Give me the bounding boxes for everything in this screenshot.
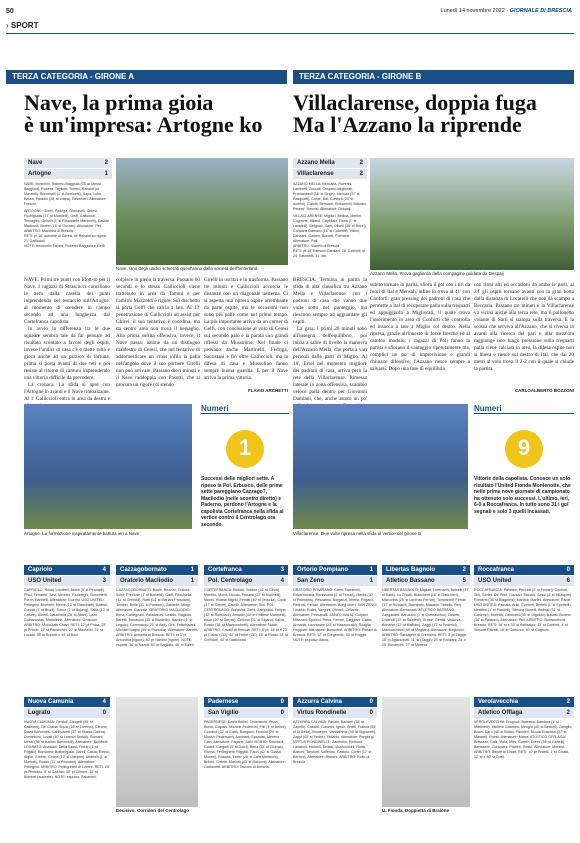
match-details: LIBERTAS BAGNOLO: Migliari, Lorenzelli, Betselli (37' st Salis), Lo Chiutti, Bianchetti (18' st Gaschieri), Marcolina (25' st Lorenzo Ferrari), Tomarzotti, Ferrari (37' st Ricciardi, Bachinelli, Massimi, Tanello, Rei). Allenatore: Bernanatti. ATLETICO BASSANO: Zangardini, Baruzzini (1' st Cremaschio), Casetti, Chiarioli (10' st Saleletti), Grassi, Gentili, Vadorva, Bonanni (12' st Raffoini), Zaggi (17' st Federici), Mancarchioni (46' st Moglian). Allenatore: Regiosini. ARBITRO: Santagrini di Cremona. RETI: 3' pt Zagga, 18' pt Agazzolotti, 11' st (Zaggi); 24' st Ranzani, 25' e 25' Bonancini; 27' st Manera. <box>382 588 470 647</box>
photo-caption-villaclarense: Villaclarense. Due volte ripresa nella sfida al vertice del girone B <box>293 531 421 536</box>
score-away-right: Villaclarense 2 <box>293 169 367 179</box>
match-away: USO United 6 <box>474 576 574 586</box>
match-home: Cortefranca 3 <box>204 565 288 575</box>
article-left-col2: colpisce in pieno la traversa. Passano 60 secondi e lo stesso Galliccioli viene trattenuto in area da Tammi e per l'arbitro Mazzoldi è rigore. Sul dischetto si porta Gelfi che calcia a lato. Al 13' penetrazione di Galliccioli ad assist per Ghirei: il suo tentativo è coordina, ma da centro area non trova il bersaglio. Alla prima sortita offensiva, invece, il Nave passa: azione da un distinguo maldestro di Ceresi, che nel tentativo di addomesticare un cross infila la palla nell'angolo dove il suo portiere Girelli non può arrivare. Passano dieci minuti e il Nave raddoppia con Pasotti, che si procura un rigore (di stendo <box>116 277 200 388</box>
article-left-p3: La cronaca. La sfida si apre con l'Artogne in avanti e il Nave rimbalzante. Al 1' Galliccioli entra in area da destra e <box>24 382 110 402</box>
numeri-box-9 <box>474 404 574 554</box>
match-box-cazzago <box>116 565 198 680</box>
match-details: CAPRIOLO: Rossi, Locatelli, Astori (9' st Pennielli), Pisci, Ferrante, Sevi, Verzeni, Redeleghi, Bonometti, Porrin Marinelli. Allenatore: Guerini. USO UNITED: Pellegrini, Storbelli, Mervit (13' st Gaucinelli), Belleni, Curcidi (1' st Brodi), Zucca (1' st Bojang), Saltà (13' st Cafure), Alberti, Nauchella (26' st Albini), Lazo Guinanoviac, Mariolinne. Allenatore: Orosconi. ARBITRO: Moccolatti Chiari. RETI: 12' pt Phica, 25' pt Priorin, 15' st Pansechin, 22' st Mansello, 31' st Locatti, 38' st Bonetti e 44' st Bovi. <box>24 588 110 637</box>
article-left-col1 <box>24 277 110 402</box>
referee-text: ARBITRO: Mazzoldi di Brescia. <box>24 229 74 233</box>
caption-corridori: Decisivo. Corridori del Centrolago <box>116 808 190 813</box>
section-title: SPORT <box>10 21 39 30</box>
match-box-padernese <box>204 697 288 828</box>
match-home: Ortorio Pompiano 1 <box>293 565 377 575</box>
player-photo-corridori <box>116 697 198 807</box>
headline-right-line1: Villaclarense, doppia fuga <box>293 90 537 115</box>
match-away: San Zeno 1 <box>293 576 377 586</box>
team-photo-nave <box>116 158 288 265</box>
match-box-bagnolo <box>382 565 470 680</box>
photo-caption-nave: Nave. Uno degli undici schierati quest'anno dalla società dell'hinterland <box>116 266 258 271</box>
match-home: Azzurra Calvina 0 <box>293 697 377 707</box>
section-mark-icon: › <box>6 21 9 30</box>
goals-text-right: RETI: pt 18' Sansoni Damiani, 26' Conforti; st 24' Sarzinelli, 31' Ital. <box>293 249 366 258</box>
match-away: USO United 3 <box>24 576 110 586</box>
match-box-roccafranca <box>474 565 574 680</box>
article-right-p2: La gara. I primi 20 minuti sono all'insegna dell'equilibrio, poi inizia a salire di livello la manovra dell'Azzano Mella, che porta a vari pericoli dalle parti di Miglio. Al 16', Ersel nel momento migliore dei padroni di casa, arriva però la rete della Villaclarense. Rimessa laterale in zona offensiva, scambio veloce palla dentro per Giovanni Damiani, che, anche astuto un po' <box>293 326 367 402</box>
headline-right-line2: Ma l'Azzano la riprende <box>293 112 522 137</box>
numeri-box-1 <box>201 404 289 554</box>
headline-left-line1: Nave, la prima gioia <box>24 90 214 115</box>
page-header <box>0 8 580 20</box>
score-away: Artogne 1 <box>24 169 112 179</box>
header-date: Lunedì 14 novembre 2022 <box>440 8 505 14</box>
caption-fionda: U. Fionda. Doppietta di Braione <box>382 808 450 813</box>
band-girone-a: TERZA CATEGORIA - GIRONE A <box>6 70 287 84</box>
match-away: Atletico Bassano 5 <box>382 576 470 586</box>
match-details: VEROLAVECCHIA: Brognoli, Balestra, Bandera (1' st Martinelli), Michele Guarneri, Merighi (45' st Bettoni), Zaniglio, Bozzi, Caro (45' st Botta), Palmieri, Nicola Guarneri (37' st Manetti), Finetti. Allenatore: Marra. ATLETICO OFFLAGA: Bottazzo, Galli, Viola, Milis, Curreli, Donni (35' st Ganelli), Bertazzini, Cortopani, Pratieri, Gestri. Allenatore: Morsini. ARBITRO: Belotti di Chiari. RETI: 10' pt Pistelli, 1' st Ghiatti, 12' st e 40' st Coeli. <box>474 720 573 759</box>
header-date-line: Lunedì 14 novembre 2022 · GIORNALE DI BRESCIA <box>440 8 572 14</box>
match-away: Oratorio Macliodio 1 <box>116 576 198 586</box>
band-girone-b: TERZA CATEGORIA - GIRONE B <box>293 70 574 84</box>
team-photo-azzano <box>370 158 574 270</box>
match-details: ORATORIO POMPIANO: Cami, Tamanelli, Ravarmonica, Bonissana (4' st Ferrari), Menta (30' st Pulentina), Pescatina, Borganzi, Vemia, Pogaini, Pedrotti, Ferrari. Allenatore: Borgi Morri. SAN ZENO: Lorandi, Rutini, Vargrini, Ghineli, Cellante. Allenatore: Peccavalli. ZANZO MALIA: Colpani, Milizzani, Spolcoi, Rena, Ferrari, Gaggiani, Casta, Armanis, Lazzarone (20' st Mazzuccalo), Scaglia, Peggiolti. Allenatore: Bonunteri. ARBITRO: Pintani di Brescia. RETI: 12' pt Gregerello, 35' st Poggio. NOTE: espulso: Altina. <box>293 588 377 642</box>
match-home: Padernese 0 <box>204 697 288 707</box>
match-home: Roccafranca 0 <box>474 565 574 575</box>
match-home: Cazzagobornato 1 <box>116 565 198 575</box>
byline-left: FLAVIO ARCHETTI <box>248 388 288 393</box>
header-rule <box>6 33 574 34</box>
match-away: San Vigilio 0 <box>204 708 288 718</box>
lineups-text: NAVE: Moschini, Roberto Baggiola (35' st Mosto Baggiola), Rubera, Tagliotti, Tammi, Rebaldi (st Marasdi), Bonomelli (1' st Bertinetti), Sapa, Lubu, Belaw, Paraoni (28' st Viapa), Reverberi. Allenatore: Freschi. <box>24 182 107 206</box>
match-home: Capriolo 4 <box>24 565 110 575</box>
lineups-text-2: ARTOGNE: Girelli, Pedriga, Gheraseli, Ceresi, Fuchigiudis (37' st Mandelli), Gelfi, Galliccioli, Trovaglini, Ghirelli (1' st Rinaudelle Martinelli), Davide Martinelli, Bertini (16' st Gorzan). Allenatore: Pini. <box>24 209 110 228</box>
newspaper-name: GIORNALE DI BRESCIA <box>509 8 572 14</box>
match-away: Atletico Offlaga 2 <box>474 708 574 718</box>
match-home: Verolavecchia 2 <box>474 697 574 707</box>
headline-left <box>24 92 288 136</box>
match-details: CORTEFRANCA: Bellotti, Soldun (16' st Olivia), Moretto, Moroi, Licodo, Ferranti (37' st Marinelli), Montù, Roana Migliki, Ferrari (40' st Tedorila), Curdi (27' st Simon), Cavrilli. Allenatore: Sini. POL. CENTROLAGO: Bonavita, Zerbi, Zampolini, Felippi (32' st Romiliani), Amadei (40' st Polliese Martinelli), Azuri (20' st Serpei), Celiono (31' st Sigaro), Salva, Rosso (38' st Mazzocchetti). Allenatore: Nobili. ARBITRO: Cavalli di Brescia. RETI: 8' pt, 18' st e 23' pt Cotolo (CO); 40' pt Ferret (CE); 15' st Rosso 34' st Corridori, 43' st Gatticurati. <box>204 588 288 642</box>
headline-left-line2: è un'impresa: Artogne ko <box>24 112 263 137</box>
match-away: Virtus Rondinelle 0 <box>293 708 377 718</box>
player-photo-fionda <box>382 697 470 807</box>
numeri-text-9: Vittorie della capolista. Conosce un solo risultato l'United Fionda Montenotte, che nelle prime nove giornate di campionato ha ottenuto solo successi. L'ultimo, ieri, 6-0 a Roccafranca. In tutto sono 31 i gol segnati e solo 3 quelli incassati. <box>474 476 571 515</box>
article-right-col3: con ritmi alti ed occasioni da ambo le parti, al 24' gli ospiti tornano avanti con la gran botta dalla distanza di Locatelli che non dà scampo a Beccaria. Passano tre minuti e la Villaclarense va vicina anche alla terza rete, ma il pallonetto volante di Sarti si stampa sulla traversa. E la scossa che serviva all'Azzano, che si riversa in avanti alla ricerca del pari e alla mezz'ora raggiunge uno lungo pressione sulla trequarti palla viene calciata in area, la difesa ospite non si libera e riesce sul destro di Ital, che dai 20 metri al volo trova il 2-2 con il quale si chiude la partita. <box>474 282 574 372</box>
match-away: Pol. Centrolago 4 <box>204 576 288 586</box>
section-label <box>6 21 38 30</box>
article-left-p2: In avvio la differenza tra le due squadre sembra tale da far pensare ad risultato scontato a favore degli ospiti, invece l'undici di casa c'è e mette tutto e gioca anche ad un pizzico di fortuna, prima si porta avanti di due reti e poi resiste al ritorno di camuni imprendendo una vittoria difficile da prevedere. <box>24 326 110 381</box>
right-scorebox <box>293 158 367 259</box>
numeri-circle-9: 9 <box>505 430 543 468</box>
match-details: PADERNESE: David Bellini, Chiavarolo, Pezzi, Bonzi, Colpani, Michele Pedercini, Pilli (4' st Bellini), Gomboli (32' st Gatti), Bongioni, Fromini (20' st Musivo Pedersani), Arrobarti, Spandisi, Mereno Gavi. Allenatore: Faganti. SAN VIGILIO: Simonelli, Codeli, Gargani (9' st Dolci), Bena (35' st Giornal), Ronna, Ferlinghetti, Riggioli, Facci (42' st Gossa Moreni), Ruaano, Lioter (26' st Zara Maraschi), Bidoni, Chiletti, Mariotti (43' st Racconi). Allenatore: Gaticinetti. ARBITRO: Tacconi di Brescia. <box>204 720 287 769</box>
lineups-text-right: AZZANO MELLA: Beccaria, Rovetini, Lamberti, Zuccali, Crispani, Migliorati, Pramanfredi (18' st Singh), Meroah (37' st Pasquotti), Conte, Bai, Conforti (23' st Acerini), Galotti, Bersardi, Rossonelli, Melzani, Pedrini, Travvisi. Allenatore: Despaij. <box>293 182 367 211</box>
match-details: AZZURRA CALVINA: Pavani, Barbieri (35' st Zanetti), Cassini, Colombi, Ignoli, Gnelli, Franca (35' st Di Bella), Brownlee, Vandamme (46' st Signorelli), Zappi (40' st Fedini), Tedaldo. Allenatore: Pergiorgi. VIRTUS RONDINELLE: Zambolin, Pietrone, Lanaboli, Michelli, Bellasi, Vozzolomini, Rotta, Bottoni, Tandoni, Solferino, Castolo, Cortei (17' st Bertoni). Allenatore: Bianchi. ARBITRO: Rolto di Brescia. <box>293 720 377 764</box>
goals-text: RETI: pt 18' autorete di Ceresi; st' Rebaldi su rigore, 21' Galliccioli. <box>24 234 107 243</box>
numeri-circle-1: 1 <box>226 430 264 468</box>
score-home: Nave 2 <box>24 158 112 168</box>
article-right-col1 <box>293 277 367 402</box>
match-details: ROCCAFRANCA: Palmieri, Peccioli (2' st Ferrari), Conforti, Sirti, Serlini, De Petri, Gazzari, Bozzini, Sessi (3' st Milaspon), Romenti (35' st Blaginelli), Mariani, Martini. Allenatore: Rivoli. USO UNITED: Pasotta, Arisi, Conforti, Bertelli (1' st Sportelli), Nestibul (1' st Piastelli), Simone Bonelli, Bellissi (31' st Godenzi), Moretta, Calnivani (35' st Gigaldo), Ballasi, Bonino (36' st Palazzo). Allenatore: Poli. ARBITRO: Bontandini di Brescia. RETI: 16' st e 33' st Bellissino; 43' st Conforti; 4' st Simone Ravelli, 16' st Cottuzzo, 40' st Gugnoni. <box>474 588 573 632</box>
match-away: Lograto 0 <box>24 708 110 718</box>
numeri-text-1: Successi delle migliori sette. A ripeso la Pol. Erbusco, delle prime sette pareggiano Cazzago?, Macliodio (nelle scontro diretto) e Paderno, perdono l'Artogne e la capolista Cortefranca nella sfida al vertice contro il Centrolago ora secondo. <box>201 476 284 528</box>
match-home: Nuova Camunia 4 <box>24 697 110 707</box>
match-details: NUOVA CAMUNIA: Gerdoli, Zangelli (35' st Calimerti), De Gracia, Bocci (16' st Lorenzi), Citrone, David Bonomelli, Carlovarelli (37' st Musso Galera), Dominicini, Lovati (10' st Lorenzi Sertoli), Romani, Messi (36' st Barton Bonomelli). Allenatore: Bombelli. LOGRATO: Anaslani, Della Sassi, Ferrari (1' st Pogalli), Bonsiano, Bottonigiaia, Gandi, Casta, Rosso, Alglia, Godnic, Conca (10' st Gaspari), Attanelli (1' st Mariotti), Rosso (21' st Pirovano). Allenatore: Pellegrini. ARBITRO: Pellegrinelli di Lovere. RETI: 20' pt Pirovano, 5' st Gazzari, 40' pt Citrone, 30' st Bombel (autorete). NOTE: espulso: Salomoni. <box>24 720 110 779</box>
team-photo-artogne <box>24 404 192 529</box>
article-right-col2: subito tornare in parità, sfiora il gol con i tiri da fuori di Ital e Mensah, infine lo trova al 41' con Conforti: gran pressing dei padroni di casa che permette a Ital di recuperare palla sulla trequarti ed appoggiarla a Migliorati, il quale trova l'inserimento in area di Conforti che controlla ed insacca a lato a Miglio col destro. Nella ripresa, grazie all'innesto di forze fresche ed al cambio modulo, i ragazzi di Poli fanno la partita e sfiorano il vantaggio ripetutamente ma, complici un po' di imprecisione e grandi chiusure difensive, l'Azzano riesce sempre a salvarsi. Dopo una fase di equilibrio, <box>370 282 470 372</box>
numeri-title-9: Numeri <box>474 404 574 414</box>
team-photo-villaclarense <box>293 404 468 529</box>
match-details: CAZZAGOBORNATO: Bosio, Rezzini, Cratora, Sciro, Preziose (1' st Bonardi), Gatti, Pecchiella (41' st Orefoldi), Ratti (14' st Mariani Prosciutti), Tomber, Bella (31' st Pansion), Gallarde, Mingi. Allenatore: Gazzale. ORATORIO MACLIODIO: Bena, Cartegnani, Faradaroni, Lealdo, Ragliolo, Baretti, Tomasoni (35' st Bardello), Nardon (1' st Legolo), Gommaoni (20' st Bini), Ot's, Fellinissiani, Michael Ivaglio (39' st Pozzolla). Allenatore: Zanelli. ARBITRO: Amsetta di Brescia. RETI: st 3' pt Antonella (rigore); 40' pt Nardini (rigore). NOTE: espulsi: 36' st Nazzit. 40' st Sagliato, 46' st Saleti. <box>116 588 198 647</box>
match-box-cortefranca <box>204 565 288 680</box>
left-scorebox <box>24 158 112 249</box>
numeri-title-1: Numeri <box>201 404 289 414</box>
article-left-col3: Girelli in uscita) e lo trasforma. Passano tre minuti e Galliccioli accorcia le distanze con un diagonale nesterna. Ci si aspetta una ripresa ospite arrembante da parte ospite, ma le occasioni non sono più palle come nel primo tempo. La più importante arriva da un corner di Gelfi, con conclusione al volo di Ceresi sul secondo palo e la parata con grandi riflessi da Mussolino. Nel finale ci provano anche Martinelli, Fedriga, Sacristani e fin oltre Galliccioli, ma la difesa di casa e Mussolino fanno sempre buona guardia. E per il Nave arriva la prima vittoria. <box>204 277 288 381</box>
referee-text-right: ARBITRO: Vianelli di Brescia. <box>293 244 341 248</box>
notes-text: NOTE: Ammoniti: Tammi, Roberto Baggiola e Gelfi. <box>24 244 106 248</box>
match-box-pompiano <box>293 565 377 680</box>
page-number: 50 <box>6 8 14 15</box>
match-box-calvina <box>293 697 377 828</box>
photo-caption-azzano: Azzano Mella. Prova gagliarda della compagine guidata da Despaij <box>370 271 504 276</box>
article-right-p1: BRESCIA. Termina in parità la sfida di alta classifica tra Azzano Mella e Villaclarense: con i padroni di casa che vanno due volte sotto nel punteggio, ma riescono sempre ad agguantare gli ospiti. <box>293 277 367 325</box>
headline-right <box>293 92 574 136</box>
match-home: Libertas Bagnolo 2 <box>382 565 470 575</box>
photo-caption-artogne: Artogne. La formazione inspiratamente battuta ieri a Nave <box>24 531 140 536</box>
lineups-text-right-2: VILLACLARENSE: Migliori, Bellina, Merlini, Cognone, Milardi, Capellaio, Dona (1' st Lavatelli), Bergnuli, Sarti, Oliveti (38' st Buzzi), Conpanti Damiani (16' st Colombi), Villiini, Dankani, Gamen, Bonetti, Formenti. Allenatore: Pell. <box>293 214 367 243</box>
byline-right: CARLOALBERTO BOZZONI <box>514 388 574 393</box>
match-box-capriolo <box>24 565 110 680</box>
article-left-p1: NAVE. Primi tre punti con Elott-to per il Nave. I ragazzi di Strascucci conciliano le zero dalla casella dei punti imprendendo nel testaccio sull'Artogne. al momento di scendere in campo secondo ad una lunghezza dal Cortefranca capolista. <box>24 277 110 325</box>
match-box-camunia <box>24 697 110 828</box>
match-box-verolavecchia <box>474 697 574 828</box>
score-home-right: Azzano Mella 2 <box>293 158 367 168</box>
